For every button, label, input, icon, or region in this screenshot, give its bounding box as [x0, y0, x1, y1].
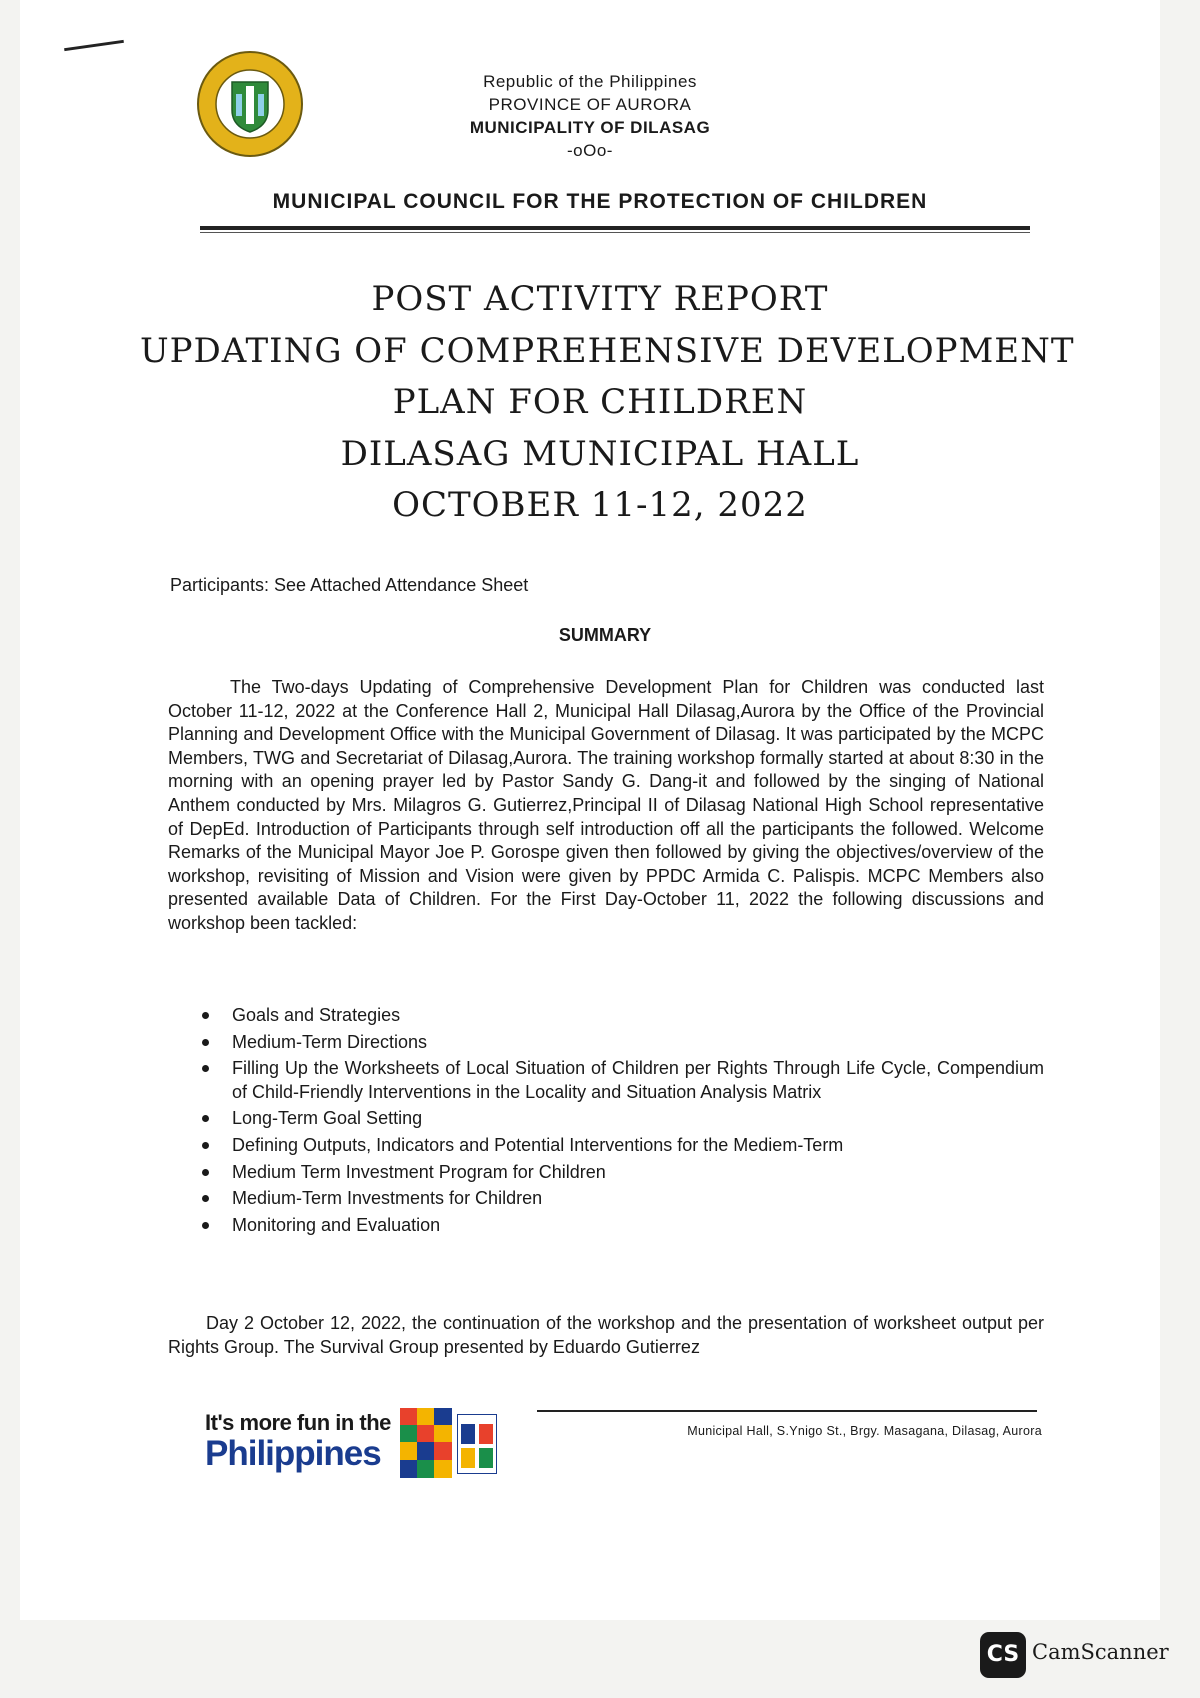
municipal-seal-logo: [196, 50, 304, 158]
day2-paragraph: Day 2 October 12, 2022, the continuation of the workshop and the presentation of worksheet output per Rights Group. The Survival Group presented by Eduardo Gutierrez: [168, 1313, 1044, 1357]
bullet-icon: [202, 1195, 209, 1202]
list-item: Defining Outputs, Indicators and Potential Interventions for the Mediem-Term: [168, 1134, 1044, 1158]
separator-text: -oOo-: [567, 141, 613, 160]
letterhead: [380, 70, 800, 162]
footer-rule: [537, 1410, 1037, 1412]
summary-heading: SUMMARY: [558, 625, 652, 645]
bullet-icon: [202, 1142, 209, 1149]
list-item: Medium Term Investment Program for Children: [168, 1161, 1044, 1185]
list-item: Monitoring and Evaluation: [168, 1214, 1044, 1238]
mosaic-icon: [400, 1408, 452, 1478]
participants-line: Participants: See Attached Attendance Sheet: [170, 575, 529, 595]
header-rule: [200, 226, 1030, 230]
title-line-5: OCTOBER 11-12, 2022: [392, 485, 808, 525]
topics-list: [168, 1004, 1044, 1240]
municipality-text: MUNICIPALITY OF DILASAG: [469, 118, 711, 137]
title-line-2: UPDATING OF COMPREHENSIVE DEVELOPMENT: [140, 330, 1075, 371]
title-line-1: POST ACTIVITY REPORT: [371, 279, 829, 319]
header-rule-thin: [200, 232, 1030, 233]
camscanner-name: CamScanner: [1032, 1640, 1169, 1664]
badge-icon: [457, 1414, 497, 1474]
tourism-line-1: It's more fun in the: [205, 1410, 391, 1435]
camscanner-logo-icon: CS: [980, 1632, 1026, 1678]
report-title: [140, 274, 1075, 532]
bullet-icon: [202, 1012, 209, 1019]
list-item: Long-Term Goal Setting: [168, 1107, 1044, 1131]
republic-text: Republic of the Philippines: [483, 72, 697, 91]
tourism-logo: [205, 1404, 505, 1484]
council-heading: MUNICIPAL COUNCIL FOR THE PROTECTION OF CHILDREN: [272, 190, 928, 213]
title-line-4: DILASAG MUNICIPAL HALL: [340, 433, 860, 474]
list-item: Goals and Strategies: [168, 1004, 1044, 1028]
list-item: Filling Up the Worksheets of Local Situation of Children per Rights Through Life Cycle, Compendium of Child-Friendly Interventions in the Locality and Situation Analysis Matrix: [168, 1057, 1044, 1104]
summary-paragraph: The Two-days Updating of Comprehensive Development Plan for Children was conducted last October 11-12, 2022 at the Conference Hall 2, Municipal Hall Dilasag,Aurora by the Office of the Provincial Planning and Development Office with the Municipal Government of Dilasag. It was participated by the MCPC Members, TWG and Secretariat of Dilasag,Aurora. The training workshop formally started at about 8:30 in the morning with an opening prayer led by Pastor Sandy G. Dang-it and followed by the singing of National Anthem conducted by Mrs. Milagros G. Gutierrez,Principal II of Dilasag National High School representative of DepEd. Introduction of Participants through self introduction off all the participants the followed. Welcome Remarks of the Municipal Mayor Joe P. Gorospe given then followed by giving the objectives/overview of the workshop, revisiting of Mission and Vision were given by PPDC Armida C. Palispis. MCPC Members also presented available Data of Children. For the First Day-October 11, 2022 the following discussions and workshop been tackled:: [168, 677, 1044, 933]
bullet-icon: [202, 1065, 209, 1072]
province-text: PROVINCE OF AURORA: [488, 95, 692, 114]
tourism-line-2: Philippines: [205, 1434, 381, 1473]
bullet-icon: [202, 1115, 209, 1122]
bullet-icon: [202, 1039, 209, 1046]
list-item: Medium-Term Directions: [168, 1031, 1044, 1055]
footer-address: Municipal Hall, S.Ynigo St., Brgy. Masagana, Dilasag, Aurora: [687, 1424, 1042, 1438]
title-line-3: PLAN FOR CHILDREN: [392, 382, 808, 422]
list-item: Medium-Term Investments for Children: [168, 1187, 1044, 1211]
bullet-icon: [202, 1222, 209, 1229]
bullet-icon: [202, 1169, 209, 1176]
